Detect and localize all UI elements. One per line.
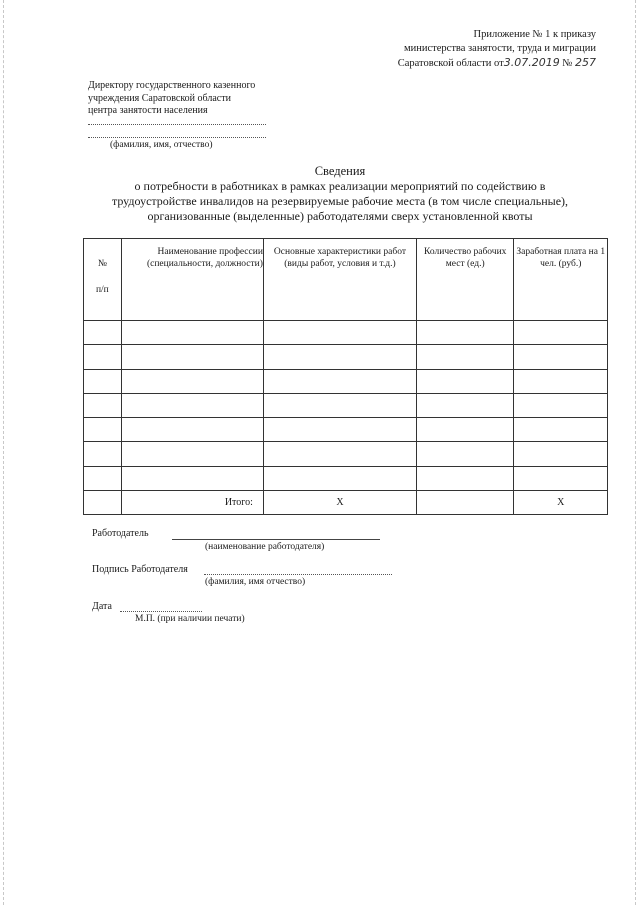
table-row [84, 345, 608, 369]
stamp-note: М.П. (при наличии печати) [135, 614, 245, 624]
table-body [84, 321, 608, 515]
cell-characteristics [263, 393, 416, 417]
cell-number [84, 418, 122, 442]
total-quantity-cell [416, 491, 513, 515]
signature-caption: (фамилия, имя отчество) [205, 577, 306, 587]
total-label: Итого: [121, 491, 263, 515]
document-title [90, 164, 590, 224]
cell-quantity [416, 466, 513, 490]
cell-salary [514, 393, 608, 417]
cell-characteristics [263, 369, 416, 393]
appendix-line-1: Приложение № 1 к приказу [473, 29, 596, 40]
employer-caption: (наименование работодателя) [205, 542, 325, 552]
employer-label: Работодатель [92, 528, 149, 539]
title-heading: Сведения [314, 164, 366, 178]
total-number-cell [84, 491, 122, 515]
cell-profession [121, 393, 263, 417]
recipient-fill-line-1 [88, 124, 266, 125]
header-number-sign: № [97, 259, 107, 269]
cell-characteristics [263, 345, 416, 369]
date-label: Дата [92, 601, 112, 612]
date-fill-line [120, 611, 202, 612]
table-row [84, 418, 608, 442]
cell-number [84, 442, 122, 466]
cell-number [84, 321, 122, 345]
cell-salary [514, 321, 608, 345]
header-salary: Заработная плата на 1 чел. (руб.) [514, 239, 608, 321]
title-line-2: трудоустройстве инвалидов на резервируемые рабочие места (в том числе специальные), [111, 194, 569, 208]
cell-number [84, 369, 122, 393]
appendix-date-prefix: Саратовской области от [397, 58, 504, 69]
cell-quantity [416, 442, 513, 466]
cell-quantity [416, 345, 513, 369]
cell-quantity [416, 321, 513, 345]
header-number-pp: п/п [95, 284, 109, 295]
recipient-caption: (фамилия, имя, отчество) [110, 140, 213, 150]
cell-number [84, 393, 122, 417]
cell-salary [514, 442, 608, 466]
cell-characteristics [263, 321, 416, 345]
cell-profession [121, 321, 263, 345]
header-profession: Наименование профессии (специальности, должности) [121, 239, 263, 321]
total-characteristics-cell: X [263, 491, 416, 515]
scan-edge-left [3, 0, 4, 905]
appendix-line-3 [398, 56, 596, 71]
table-row [84, 466, 608, 490]
cell-profession [121, 418, 263, 442]
cell-salary [514, 418, 608, 442]
table-total-row [84, 491, 608, 515]
cell-quantity [416, 369, 513, 393]
recipient-line-3: центра занятости населения [88, 105, 208, 116]
header-quantity: Количество рабочих мест (ед.) [416, 239, 513, 321]
appendix-header [398, 28, 596, 71]
signature-label: Подпись Работодателя [92, 564, 188, 575]
appendix-number-prefix: № [562, 58, 573, 69]
recipient-line-2: учреждения Саратовской области [88, 92, 231, 104]
cell-characteristics [263, 442, 416, 466]
appendix-line-2: министерства занятости, труда и миграции [404, 43, 596, 54]
recipient-fill-line-2 [88, 137, 266, 138]
cell-profession [121, 369, 263, 393]
signature-fill-line [204, 574, 392, 575]
vacancy-table [83, 238, 608, 515]
cell-quantity [416, 393, 513, 417]
cell-characteristics [263, 466, 416, 490]
cell-number [84, 345, 122, 369]
cell-salary [514, 369, 608, 393]
cell-profession [121, 442, 263, 466]
total-salary-cell: X [514, 491, 608, 515]
scan-edge-right [635, 0, 636, 905]
table-row [84, 321, 608, 345]
header-number [84, 239, 122, 321]
cell-characteristics [263, 418, 416, 442]
recipient-line-1: Директору государственного казенного [88, 80, 256, 91]
cell-salary [514, 345, 608, 369]
cell-profession [121, 345, 263, 369]
table-row [84, 369, 608, 393]
cell-quantity [416, 418, 513, 442]
table-row [84, 442, 608, 466]
cell-profession [121, 466, 263, 490]
table-row [84, 393, 608, 417]
handwritten-date: 3.07.2019 [503, 56, 560, 69]
header-characteristics: Основные характеристики работ (виды работ, условия и т.д.) [263, 239, 416, 321]
handwritten-number: 257 [575, 56, 596, 69]
employer-fill-line [172, 539, 380, 540]
cell-salary [514, 466, 608, 490]
title-line-1: о потребности в работниках в рамках реализации мероприятий по содействию в [134, 179, 546, 193]
title-line-3: организованные (выделенные) работодателями сверх установленной квоты [147, 209, 533, 223]
cell-number [84, 466, 122, 490]
recipient-block [88, 80, 255, 118]
table-header-row [84, 239, 608, 321]
